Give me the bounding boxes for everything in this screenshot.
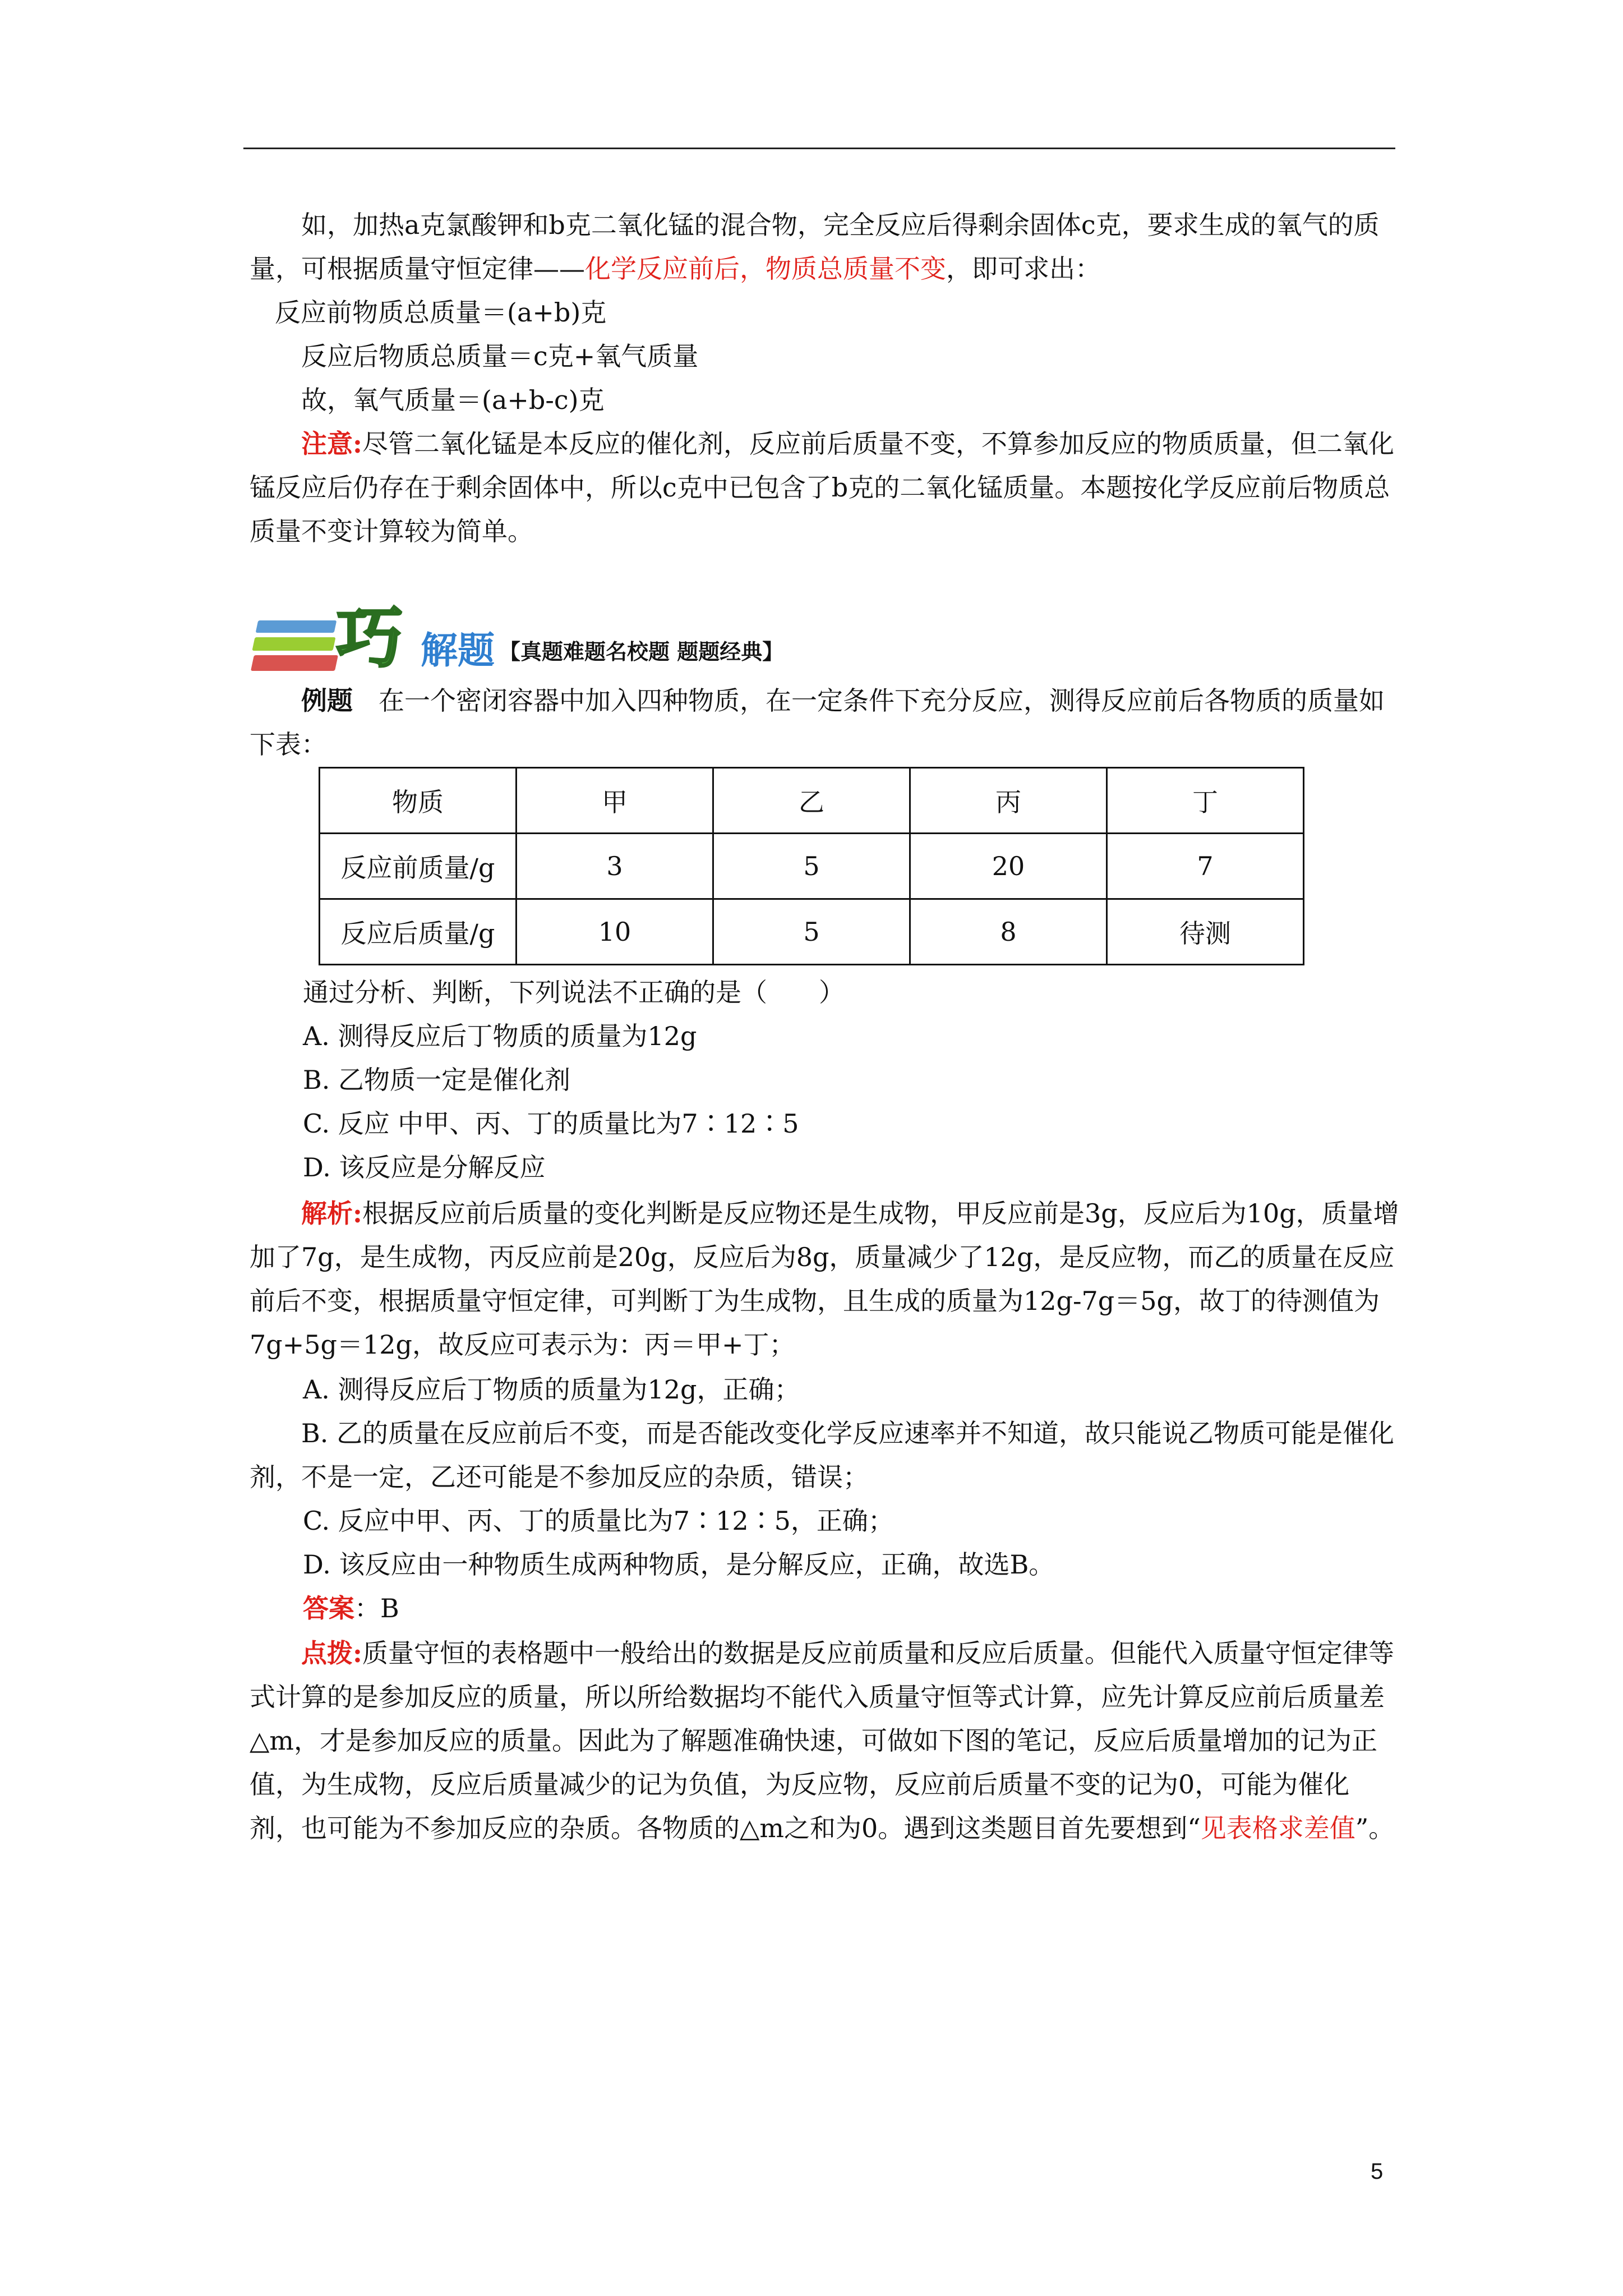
equation-after: 反应后物质总质量＝c克+氧气质量 [301, 341, 699, 371]
table-cell: 待测 [1107, 899, 1304, 965]
table-cell: 物质 [320, 768, 517, 834]
section-banner [252, 599, 925, 678]
table-cell: 反应前质量/g [320, 834, 517, 899]
equation-before: 反应前物质总质量＝(a+b)克 [275, 297, 607, 328]
table-cell: 反应后质量/g [320, 899, 517, 965]
answer-label: 答案 [303, 1593, 354, 1623]
table-cell: 甲 [517, 768, 713, 834]
note-paragraph [250, 422, 1399, 553]
table-row [320, 834, 1304, 899]
table-row [320, 899, 1304, 965]
table-cell: 丁 [1107, 768, 1304, 834]
analysis-paragraph [250, 1191, 1399, 1366]
option-b: B. 乙物质一定是催化剂 [303, 1065, 571, 1095]
example-text: 在一个密闭容器中加入四种物质，在一定条件下充分反应，测得反应前后各物质的质量如下表： [250, 685, 1385, 760]
intro-highlight: 化学反应前后，物质总质量不变 [585, 254, 946, 284]
page-number: 5 [1371, 2159, 1384, 2184]
analysis-d: D. 该反应由一种物质生成两种物质，是分解反应，正确，故选B。 [303, 1549, 1055, 1580]
tip-end: ”。 [1355, 1813, 1395, 1843]
intro-text: 如，加热a克氯酸钾和b克二氧化锰的混合物，完全反应后得剩余固体c克，要求生成的氧气的质量，可根据质量守恒定律—— [250, 210, 1380, 284]
analysis-label: 解析 [301, 1198, 353, 1228]
table-cell: 3 [517, 834, 713, 899]
intro-paragraph [250, 203, 1399, 291]
header-rule [243, 148, 1395, 149]
analysis-c: C. 反应中甲、丙、丁的质量比为7∶12∶5，正确； [303, 1506, 894, 1536]
banner-title: 解题 [421, 629, 495, 672]
analysis-a: A. 测得反应后丁物质的质量为12g，正确； [303, 1374, 800, 1405]
table-cell: 20 [910, 834, 1107, 899]
table-cell: 丙 [910, 768, 1107, 834]
table-cell: 8 [910, 899, 1107, 965]
mass-table [319, 767, 1304, 965]
tip-paragraph [250, 1631, 1399, 1850]
answer-value: ：B [354, 1593, 399, 1623]
equation-oxygen: 故，氧气质量＝(a+b-c)克 [301, 385, 605, 415]
table-cell: 5 [713, 899, 910, 965]
note-colon: : [353, 429, 362, 459]
note-label: 注意 [301, 429, 353, 459]
books-icon [252, 620, 336, 672]
banner-big-char: 巧 [336, 599, 403, 677]
analysis-text: 根据反应前后质量的变化判断是反应物还是生成物，甲反应前是3g，反应后为10g，质量增加了7g，是生成物，丙反应前是20g，反应后为8g，质量减少了12g，是反应物，而乙的质量在反应前后不变，根据质量守恒定律，可判断丁为生成物，且生成的质量为12g-7g＝5g，故丁的待测值为7g+5g＝12g，故反应可表示为：丙＝甲+丁； [250, 1198, 1399, 1360]
option-a: A. 测得反应后丁物质的质量为12g [303, 1021, 697, 1051]
table-cell: 5 [713, 834, 910, 899]
intro-text-end: ，即可求出： [946, 254, 1101, 284]
analysis-b: B. 乙的质量在反应前后不变，而是否能改变化学反应速率并不知道，故只能说乙物质可能是催化剂，不是一定，乙还可能是不参加反应的杂质，错误； [250, 1418, 1395, 1492]
table-cell: 乙 [713, 768, 910, 834]
question-stem: 通过分析、判断，下列说法不正确的是（ ） [303, 977, 845, 1007]
option-d: D. 该反应是分解反应 [303, 1152, 546, 1182]
note-text: 尽管二氧化锰是本反应的催化剂，反应前后质量不变，不算参加反应的物质质量，但二氧化锰反应后仍存在于剩余固体中，所以c克中已包含了b克的二氧化锰质量。本题按化学反应前后物质总质量不变计算较为简单。 [250, 429, 1394, 546]
banner-tagline: 【真题难题名校题 题题经典】 [499, 639, 784, 664]
example-paragraph [250, 679, 1399, 766]
table-header-row [320, 768, 1304, 834]
tip-colon: : [353, 1638, 362, 1668]
table-cell: 7 [1107, 834, 1304, 899]
option-c: C. 反应 中甲、丙、丁的质量比为7∶12∶5 [303, 1108, 799, 1139]
answer-line [303, 1586, 399, 1630]
tip-text: 质量守恒的表格题中一般给出的数据是反应前质量和反应后质量。但能代入质量守恒定律等式计算的是参加反应的质量，所以所给数据均不能代入质量守恒等式计算，应先计算反应前后质量差△m，才是参加反应的质量。因此为了解题准确快速，可做如下图的笔记，反应后质量增加的记为正值，为生成物，反应后质量减少的记为负值，为反应物，反应前后质量不变的记为0，可能为催化剂，也可能为不参加反应的杂质。各物质的△m之和为0。遇到这类题目首先要想到“ [250, 1638, 1394, 1843]
analysis-colon: : [353, 1198, 362, 1228]
example-label: 例题 [301, 685, 353, 716]
tip-highlight: 见表格求差值 [1200, 1813, 1355, 1843]
tip-label: 点拨 [301, 1638, 353, 1668]
table-cell: 10 [517, 899, 713, 965]
